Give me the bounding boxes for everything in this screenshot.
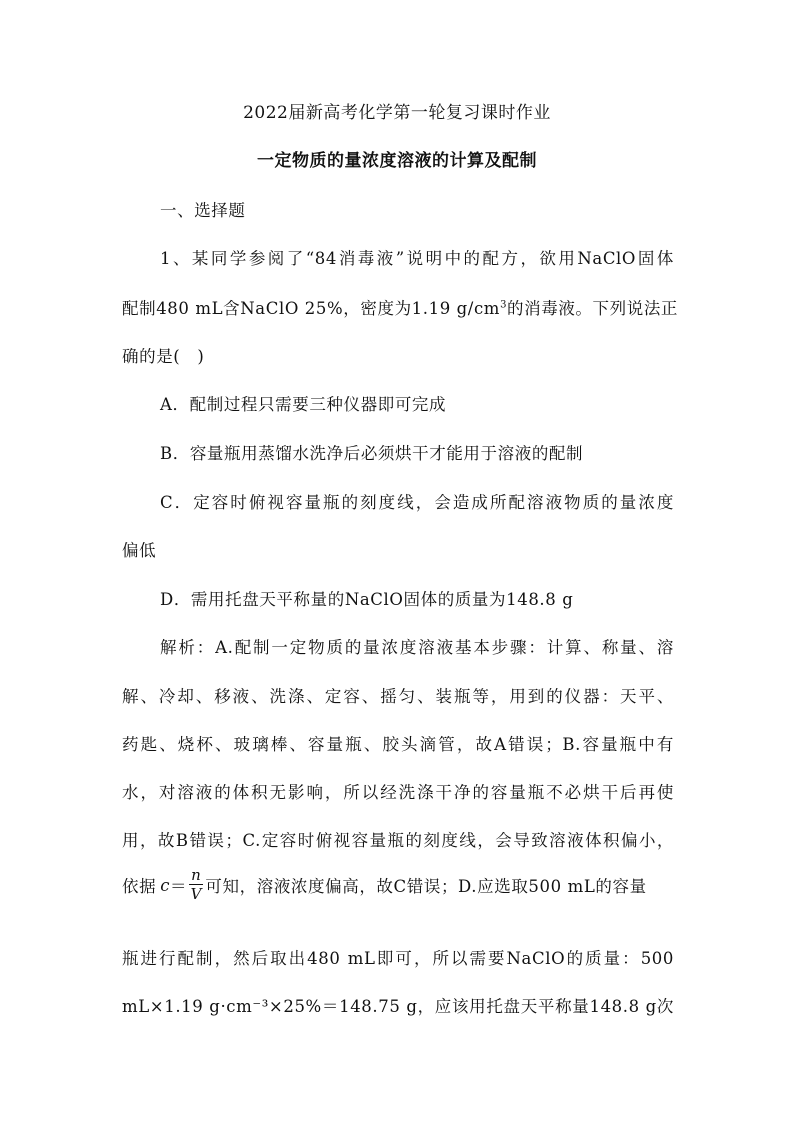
stem-line2-part-a: 配制480 mL含NaClO 25%，密度为1.19 g/cm (122, 299, 501, 318)
section-heading: 一、选择题 (160, 201, 246, 220)
option-d: D．需用托盘天平称量的NaClO固体的质量为148.8 g (160, 590, 574, 609)
superscript-three: 3 (500, 299, 508, 311)
analysis-line8: mL×1.19 g·cm⁻³×25%＝148.75 g，应该用托盘天平称量148.8 g次 (122, 997, 674, 1016)
analysis-line4: 水，对溶液的体积无影响，所以经洗涤干净的容量瓶不必烘干后再使 (122, 783, 674, 802)
formula-denominator: V (190, 885, 202, 903)
analysis-line3: 药匙、烧杯、玻璃棒、容量瓶、胶头滴管，故A错误；B.容量瓶中有 (122, 735, 674, 754)
analysis-line1: 解析：A.配制一定物质的量浓度溶液基本步骤：计算、称量、溶 (160, 638, 674, 657)
option-b: B．容量瓶用蒸馏水洗净后必须烘干才能用于溶液的配制 (160, 444, 584, 463)
analysis-line2: 解、冷却、移液、洗涤、定容、摇匀、装瓶等，用到的仪器：天平、 (122, 687, 674, 706)
option-c-line1: C．定容时俯视容量瓶的刻度线，会造成所配溶液物质的量浓度 (160, 493, 674, 512)
question-stem-line3: 确的是( ) (122, 347, 205, 366)
question-stem-line1: 1、某同学参阅了“84消毒液”说明中的配方，欲用NaClO固体 (160, 249, 674, 268)
analysis-line6-suffix: 可知，溶液浓度偏高，故C错误；D.应选取500 mL的容量 (205, 877, 647, 896)
formula-equals: ＝ (170, 877, 188, 896)
document-subtitle: 一定物质的量浓度溶液的计算及配制 (257, 151, 537, 171)
formula-variable-c: c (160, 875, 171, 895)
analysis-line7: 瓶进行配制，然后取出480 mL即可，所以需要NaClO的质量：500 (122, 949, 674, 968)
formula-fraction (189, 868, 203, 902)
analysis-line5: 用，故B错误；C.定容时俯视容量瓶的刻度线，会导致溶液体积偏小， (122, 831, 674, 850)
option-a: A．配制过程只需要三种仪器即可完成 (160, 395, 447, 414)
analysis-line6 (122, 868, 674, 902)
stem-line2-part-b: 的消毒液。下列说法正 (507, 299, 679, 318)
question-stem-line2 (122, 295, 679, 319)
document-title: 2022届新高考化学第一轮复习课时作业 (243, 103, 551, 123)
formula-numerator: n (191, 866, 202, 884)
option-c-line2: 偏低 (122, 541, 157, 560)
analysis-line6-prefix: 依据 (122, 877, 157, 896)
